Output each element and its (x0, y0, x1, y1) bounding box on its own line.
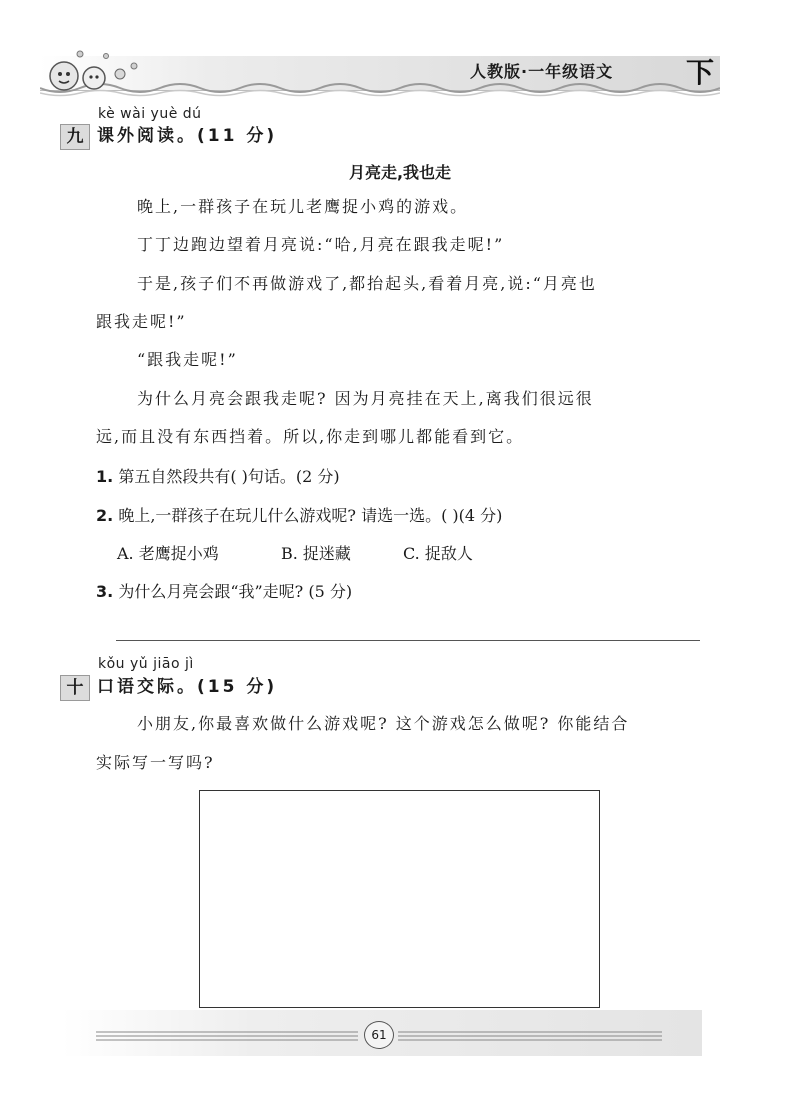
question-number: 3. (96, 582, 114, 601)
section-10-pinyin: kǒu yǔ jiāo jì (98, 656, 194, 672)
section-9-title: 课外阅读。(11 分) (97, 126, 278, 146)
section-10-title: 口语交际。(15 分) (97, 677, 278, 697)
story-paragraph: 丁丁边跑边望着月亮说:“哈,月亮在跟我走呢!” (137, 235, 505, 254)
option-b: B. 捉迷藏 (281, 544, 351, 563)
story-title: 月亮走,我也走 (348, 163, 452, 182)
answer-line[interactable] (116, 640, 700, 641)
writing-answer-box[interactable] (199, 790, 600, 1008)
question-2 (96, 504, 502, 528)
footer-lines-decoration (96, 1026, 706, 1046)
section-10-number: 十 (60, 675, 90, 701)
question-text: 第五自然段共有( )句话。(2 分) (118, 467, 340, 486)
question-text: 为什么月亮会跟“我”走呢? (5 分) (118, 582, 353, 601)
mascot-logo-icon (40, 44, 150, 96)
story-paragraph: 于是,孩子们不再做游戏了,都抬起头,看着月亮,说:“月亮也 (137, 274, 597, 293)
story-paragraph: 为什么月亮会跟我走呢? 因为月亮挂在天上,离我们很远很 (137, 389, 594, 408)
story-paragraph: “跟我走呢!” (137, 350, 238, 369)
question-number: 1. (96, 467, 114, 486)
option-a: A. 老鹰捉小鸡 (117, 544, 219, 563)
prompt-line: 小朋友,你最喜欢做什么游戏呢? 这个游戏怎么做呢? 你能结合 (137, 714, 630, 733)
volume-label: 下 (686, 56, 715, 89)
question-number: 2. (96, 506, 114, 525)
story-paragraph: 远,而且没有东西挡着。所以,你走到哪儿都能看到它。 (96, 427, 525, 446)
question-1 (96, 465, 340, 489)
section-9-number: 九 (60, 124, 90, 150)
prompt-line: 实际写一写吗? (96, 753, 215, 772)
option-c: C. 捉敌人 (403, 544, 473, 563)
page-number: 61 (364, 1021, 394, 1049)
question-3 (96, 580, 352, 604)
story-paragraph: 跟我走呢!” (96, 312, 187, 331)
question-text: 晚上,一群孩子在玩儿什么游戏呢? 请选一选。( )(4 分) (118, 506, 503, 525)
story-paragraph: 晚上,一群孩子在玩儿老鹰捉小鸡的游戏。 (137, 197, 469, 216)
section-9-pinyin: kè wài yuè dú (98, 106, 202, 122)
book-edition-label: 人教版·一年级语文 (470, 62, 614, 81)
